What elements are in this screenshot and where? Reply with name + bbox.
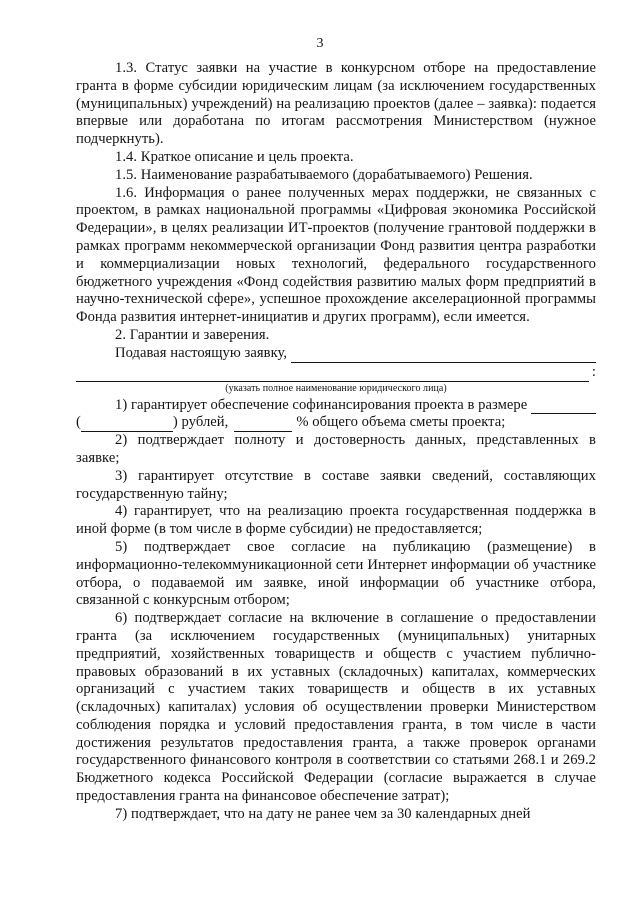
applicant-name-line [76, 365, 596, 382]
rubles-label: ) рублей, [172, 414, 229, 431]
guarantee-item-3: 3) гарантирует отсутствие в составе заявки сведений, составляющих государственную тайну; [76, 467, 596, 502]
paragraph-1-4: 1.4. Краткое описание и цель проекта. [115, 148, 354, 165]
guarantee-item-5: 5) подтверждает свое согласие на публикацию (размещение) в информационно-телекоммуникационной сети Интернет информации об участнике отбора, о подаваемой им заявке, иной информации об участнике отбора, связанной с конкурсным отбором; [76, 538, 596, 609]
applicant-line [76, 345, 596, 363]
guarantee-item-1-text: 1) гарантирует обеспечение софинансирования проекта в размере [115, 396, 528, 413]
percent-label: % общего объема сметы проекта; [296, 414, 506, 431]
paragraph-1-3: 1.3. Статус заявки на участие в конкурсном отборе на предоставление гранта в форме субсидии юридическим лицам (за исключением государственных (муниципальных) учреждений) на реализацию проектов (далее – заявка): подается впервые или доработана по итогам рассмотрения Министерством (нужное подчеркнуть). [76, 60, 596, 148]
paren-open: ( [76, 414, 81, 431]
applicant-name-blank-1 [291, 349, 596, 363]
cofinancing-amount-blank [531, 400, 596, 414]
guarantee-item-4: 4) гарантирует, что на реализацию проекта государственная поддержка в иной форме (в том числе в форме субсидии) не предоставляется; [76, 503, 596, 538]
guarantee-item-2: 2) подтверждает полноту и достоверность данных, представленных в заявке; [76, 432, 596, 466]
cofinancing-rubles-blank [81, 418, 173, 432]
applicant-lead-text: Подавая настоящую заявку, [115, 344, 288, 361]
paragraph-1-6: 1.6. Информация о ранее полученных мерах поддержки, не связанных с проектом, в рамках национальной программы «Цифровая экономика Российской Федерации», в целях реализации ИТ-проектов (получение грантовой поддержки в рамках программ некоммерческой организации Фонд развития центра разработки и коммерциализации новых технологий, федерального государственного бюджетного учреждения «Фонд содействия развитию малых форм предприятий в научно-технической сфере», успешное прохождение акселерационной программы Фонда развития интернет-инициатив и других программ), если имеется. [76, 184, 596, 326]
guarantee-item-1 [76, 397, 596, 415]
paragraph-1-5: 1.5. Наименование разрабатываемого (дорабатываемого) Решения. [115, 166, 533, 183]
page-number: 3 [316, 36, 324, 51]
document-body [76, 60, 596, 824]
applicant-name-blank-2 [76, 368, 589, 382]
guarantee-item-7: 7) подтверждает, что на дату не ранее чем за 30 календарных дней [115, 805, 531, 822]
guarantee-item-6: 6) подтверждает согласие на включение в соглашение о предоставлении гранта (за исключением государственных (муниципальных) унитарных предприятий, хозяйственных товариществ и обществ с участием публично-правовых образований в их уставных (складочных) капиталах, коммерческих организаций с участием таких товариществ и обществ в их уставных (складочных) капиталах) условия об осуществлении проверки Министерством соблюдения порядка и условий предоставления гранта, в том числе в части достижения результатов предоставления гранта, а также проверок органами государственного финансового контроля в соответствии со статьями 268.1 и 269.2 Бюджетного кодекса Российской Федерации (согласие выражается в случае предоставления гранта на финансовое обеспечение затрат); [76, 610, 596, 805]
section-2-heading: 2. Гарантии и заверения. [115, 326, 270, 343]
guarantee-item-1-continued [76, 414, 596, 432]
applicant-name-caption: (указать полное наименование юридического лица) [225, 382, 447, 394]
applicant-line-colon: : [591, 363, 596, 380]
cofinancing-percent-blank [234, 418, 292, 432]
